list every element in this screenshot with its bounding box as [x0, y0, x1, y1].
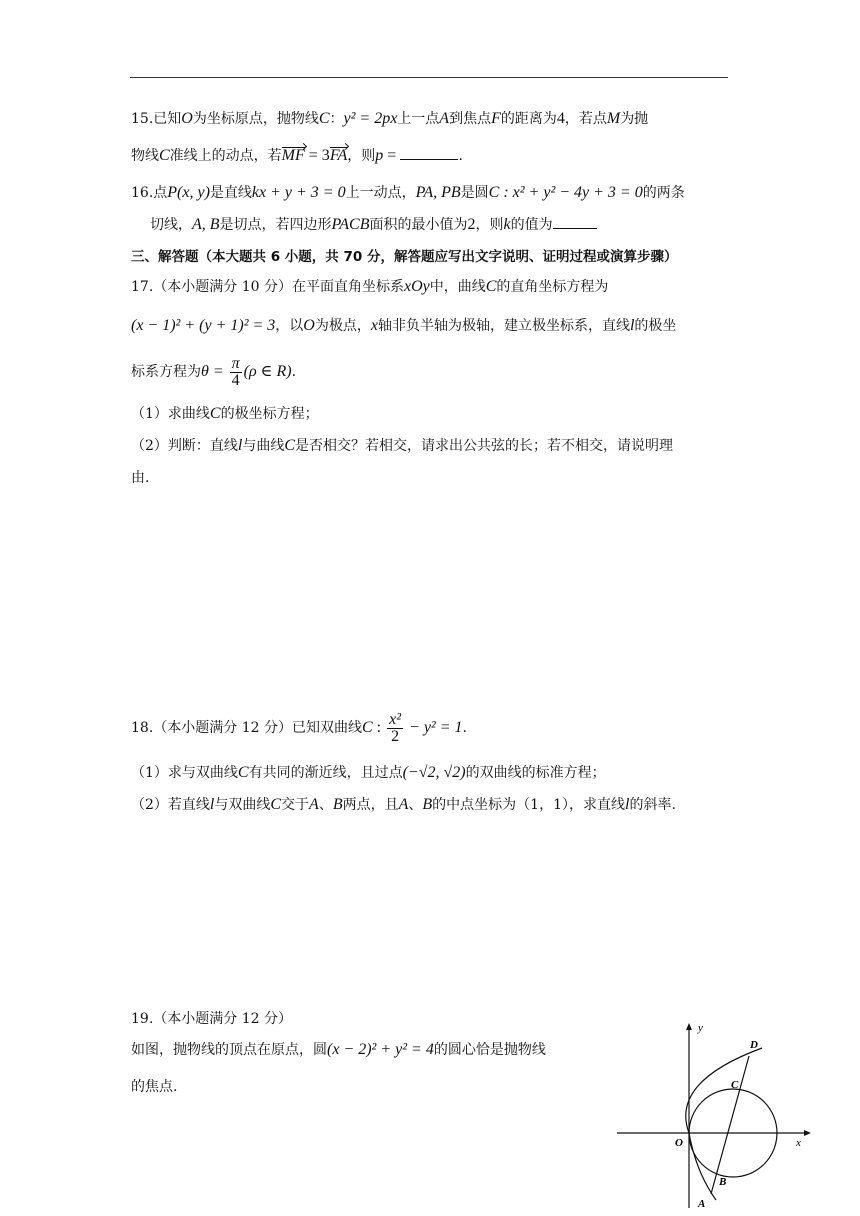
q17-line-1: 17.（本小题满分 10 分）在平面直角坐标系xOy中，曲线C的直角坐标方程为	[131, 278, 609, 295]
x-axis-arrow	[804, 1130, 811, 1136]
q17-part-2-cont: 由.	[131, 470, 150, 486]
q18-line-1: 18.（本小题满分 12 分）已知双曲线C : $\frac{\text{x²}}{2}$ − y² = 1.	[131, 710, 467, 745]
circle-equation: C : x² + y² − 4y + 3 = 0	[488, 184, 643, 201]
q17-part-1: （1）求曲线C的极坐标方程；	[131, 405, 319, 422]
q17-line-3: 标系方程为θ = $\frac{\pi}{4}$ (ρ ∈ R).	[131, 354, 297, 389]
label-o: O	[675, 1137, 683, 1149]
label-x: x	[796, 1137, 801, 1149]
label-b: B	[719, 1176, 727, 1188]
q17-part-2: （2）判断：直线l与曲线C是否相交？若相交，请求出公共弦的长；若不相交，请说明理	[131, 437, 674, 454]
label-d: D	[750, 1039, 758, 1051]
q15-line-2: 物线C准线上的动点，若MF = 3FA，则p = .	[131, 147, 463, 164]
q15-line-1: 15.已知O为坐标原点，抛物线C：y² = 2px上一点A到焦点F的距离为4，若点M为抛	[131, 110, 649, 127]
label-y: y	[698, 1022, 703, 1034]
answer-blank-16[interactable]	[553, 214, 597, 229]
q16-line-2: 切线，A, B是切点，若四边形PACB面积的最小值为2，则k的值为	[150, 214, 597, 235]
q18-part-2: （2）若直线l与双曲线C交于A、B两点，且A、B的中点坐标为（1，1），求直线l的斜率.	[131, 796, 676, 813]
circle-equation-19: (x − 2)² + y² = 4	[327, 1041, 434, 1058]
point-coordinates: (−√2, √2)	[402, 764, 466, 781]
parabola-circle-figure	[612, 1022, 812, 1208]
q19-line-1: 19.（本小题满分 12 分）	[131, 1011, 292, 1027]
q17-line-2: (x − 1)² + (y + 1)² = 3，以O为极点，x轴非负半轴为极轴，建立极坐标系，直线l的极坐	[131, 317, 677, 334]
label-c: C	[731, 1079, 739, 1091]
section-3-heading: 三、解答题（本大题共 6 小题，共 70 分，解答题应写出文字说明、证明过程或演算步骤）	[131, 249, 678, 265]
q18-part-1: （1）求与双曲线C有共同的渐近线，且过点(−√2, √2)的双曲线的标准方程；	[131, 764, 606, 781]
curve-c-equation: (x − 1)² + (y + 1)² = 3	[131, 317, 276, 334]
vector-mf: MF	[281, 147, 305, 164]
line-equation: kx + y + 3 = 0	[251, 184, 346, 201]
secant-line	[711, 1056, 749, 1194]
y-axis-arrow	[686, 1023, 692, 1030]
x2-over-2-fraction: $\frac{\text{x²}}{2}$	[389, 710, 402, 745]
math-o: O	[181, 110, 193, 127]
label-a: A	[698, 1198, 706, 1208]
header-rule	[130, 77, 728, 78]
vector-fa: FA	[329, 147, 348, 164]
q19-line-2: 如图，抛物线的顶点在原点，圆(x − 2)² + y² = 4的圆心恰是抛物线	[131, 1041, 546, 1058]
q19-line-3: 的焦点.	[131, 1079, 178, 1095]
q16-line-1: 16.点P(x, y)是直线kx + y + 3 = 0上一动点，PA, PB是圆C : x² + y² − 4y + 3 = 0的两条	[131, 184, 685, 201]
pi-over-4-fraction: $\frac{\pi}{4}$	[231, 354, 240, 389]
answer-blank-15[interactable]	[400, 145, 458, 160]
parabola-equation: y² = 2px	[343, 110, 398, 127]
